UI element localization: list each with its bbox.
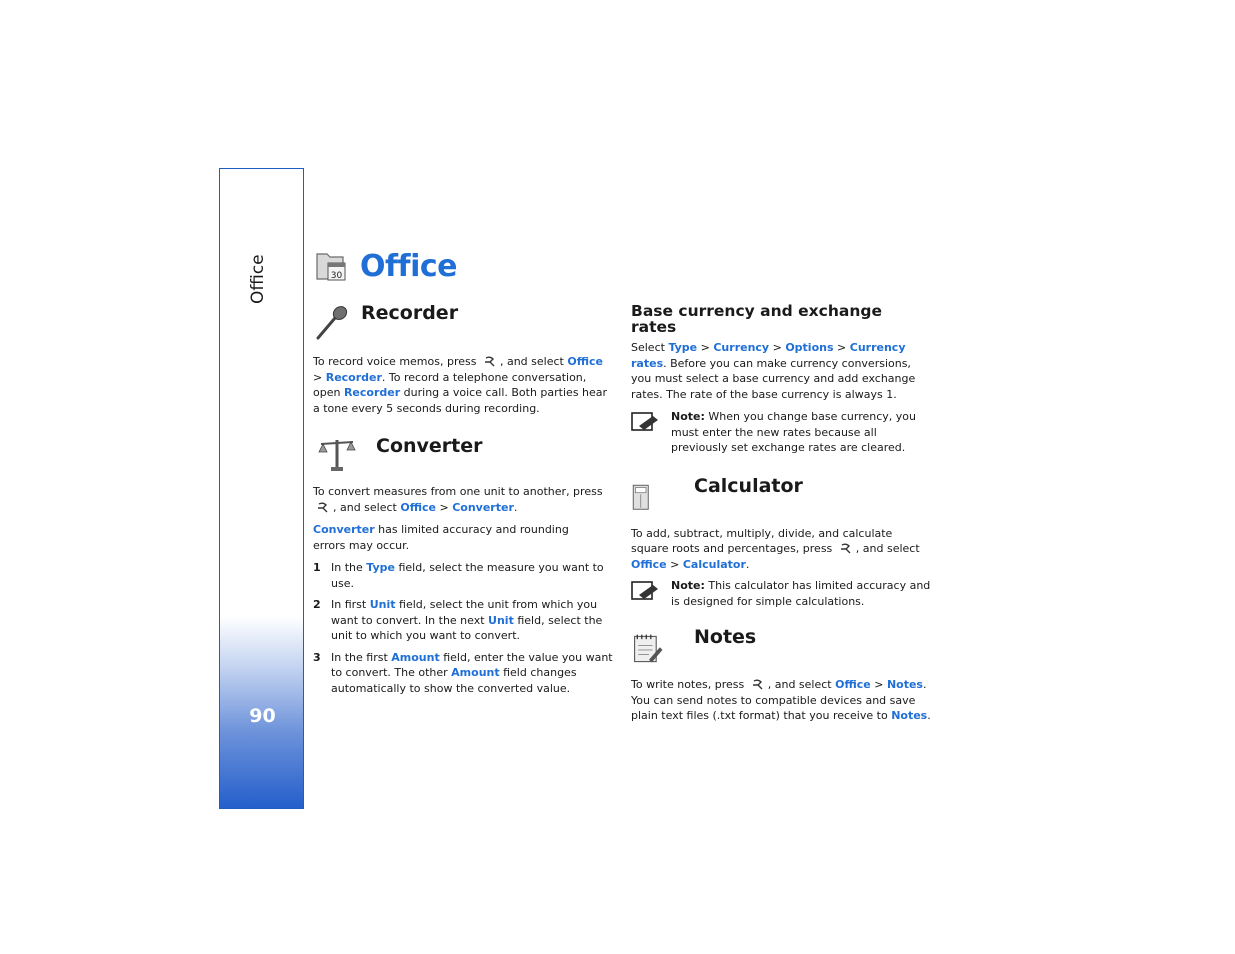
office-folder-icon [314,248,348,284]
list-item: 3 In the first Amount field, enter the value you want to convert. The other Amount field changes automatically to show the converted value. [313,650,613,695]
link-amount[interactable]: Amount [391,650,440,664]
microphone-icon [313,302,353,342]
converter-steps [313,560,613,696]
link-currency[interactable]: Currency [713,341,770,354]
svg-text:30: 30 [330,271,343,281]
note-icon [631,411,661,433]
link-currency-rates[interactable]: Currency rates [631,341,906,370]
recorder-paragraph: To record voice memos, press , and select Office > Recorder. To record a telephone conversation, open Recorder during a voice call. Both parties hear a tone every 5 seconds during recording. [313,355,608,415]
link-type[interactable]: Type [668,341,698,354]
link-office[interactable]: Office [567,355,603,368]
link-office[interactable]: Office [631,557,667,571]
converter-paragraph-1: To convert measures from one unit to another, press , and select Office > Converter. [313,485,603,514]
notes-header [631,626,931,669]
link-recorder-2[interactable]: Recorder [343,386,401,399]
page-title-row [314,248,457,284]
link-options[interactable]: Options [785,341,834,354]
menu-key-icon [316,502,330,514]
link-recorder[interactable]: Recorder [325,370,382,384]
left-column [313,302,613,702]
base-currency-heading: Base currency and exchange rates [631,302,882,336]
notes-heading: Notes [694,626,757,649]
note-block: Note: This calculator has limited accuracy and is designed for simple calculations. [631,578,931,609]
link-notes[interactable]: Notes [886,678,923,691]
sidebar-tab [219,168,304,809]
link-type[interactable]: Type [366,561,395,574]
link-unit-2[interactable]: Unit [488,613,514,627]
list-item: 1 In the Type field, select the measure you want to use. [313,561,604,590]
converter-heading: Converter [376,435,483,458]
note-block: Note: When you change base currency, you must enter the new rates because all previously set exchange rates are cleared. [631,409,931,456]
converter-paragraph-2: Converter has limited accuracy and rounding errors may occur. [313,523,569,552]
base-currency-paragraph: Select Type > Currency > Options > Currency rates. Before you can make currency conversions, you must select a base currency and add exchange rates. The rate of the base currency is always 1. [631,341,916,401]
right-column [631,304,931,724]
link-office[interactable]: Office [400,500,436,514]
recorder-header [313,302,613,342]
link-unit[interactable]: Unit [369,598,396,611]
converter-header [313,434,613,474]
calculator-icon [631,478,661,518]
link-amount-2[interactable]: Amount [451,666,500,679]
notes-paragraph: To write notes, press , and select Office > Notes. You can send notes to compatible devices and save plain text files (.txt format) that you receive to Notes. [631,678,931,722]
page-number: 90 [249,705,276,727]
menu-key-icon [751,679,765,691]
calculator-heading: Calculator [694,474,803,497]
link-office[interactable]: Office [835,678,871,691]
link-converter-2[interactable]: Converter [313,523,375,536]
scales-icon [313,434,361,474]
menu-key-icon [839,543,853,555]
link-calculator[interactable]: Calculator [682,557,746,571]
notepad-icon [631,629,667,669]
recorder-heading: Recorder [361,302,459,325]
calculator-paragraph: To add, subtract, multiply, divide, and calculate square roots and percentages, press , and select Office > Calculator. [631,526,920,571]
menu-key-icon [483,356,497,368]
note-icon [631,580,661,602]
link-notes-2[interactable]: Notes [891,709,928,722]
list-item: 2 In first Unit field, select the unit from which you want to convert. In the next Unit field, select the unit to which you want to convert. [313,598,603,642]
section-label: Office [248,254,268,304]
page-title: Office [360,248,458,284]
link-converter[interactable]: Converter [452,500,514,514]
calculator-header [631,474,931,518]
